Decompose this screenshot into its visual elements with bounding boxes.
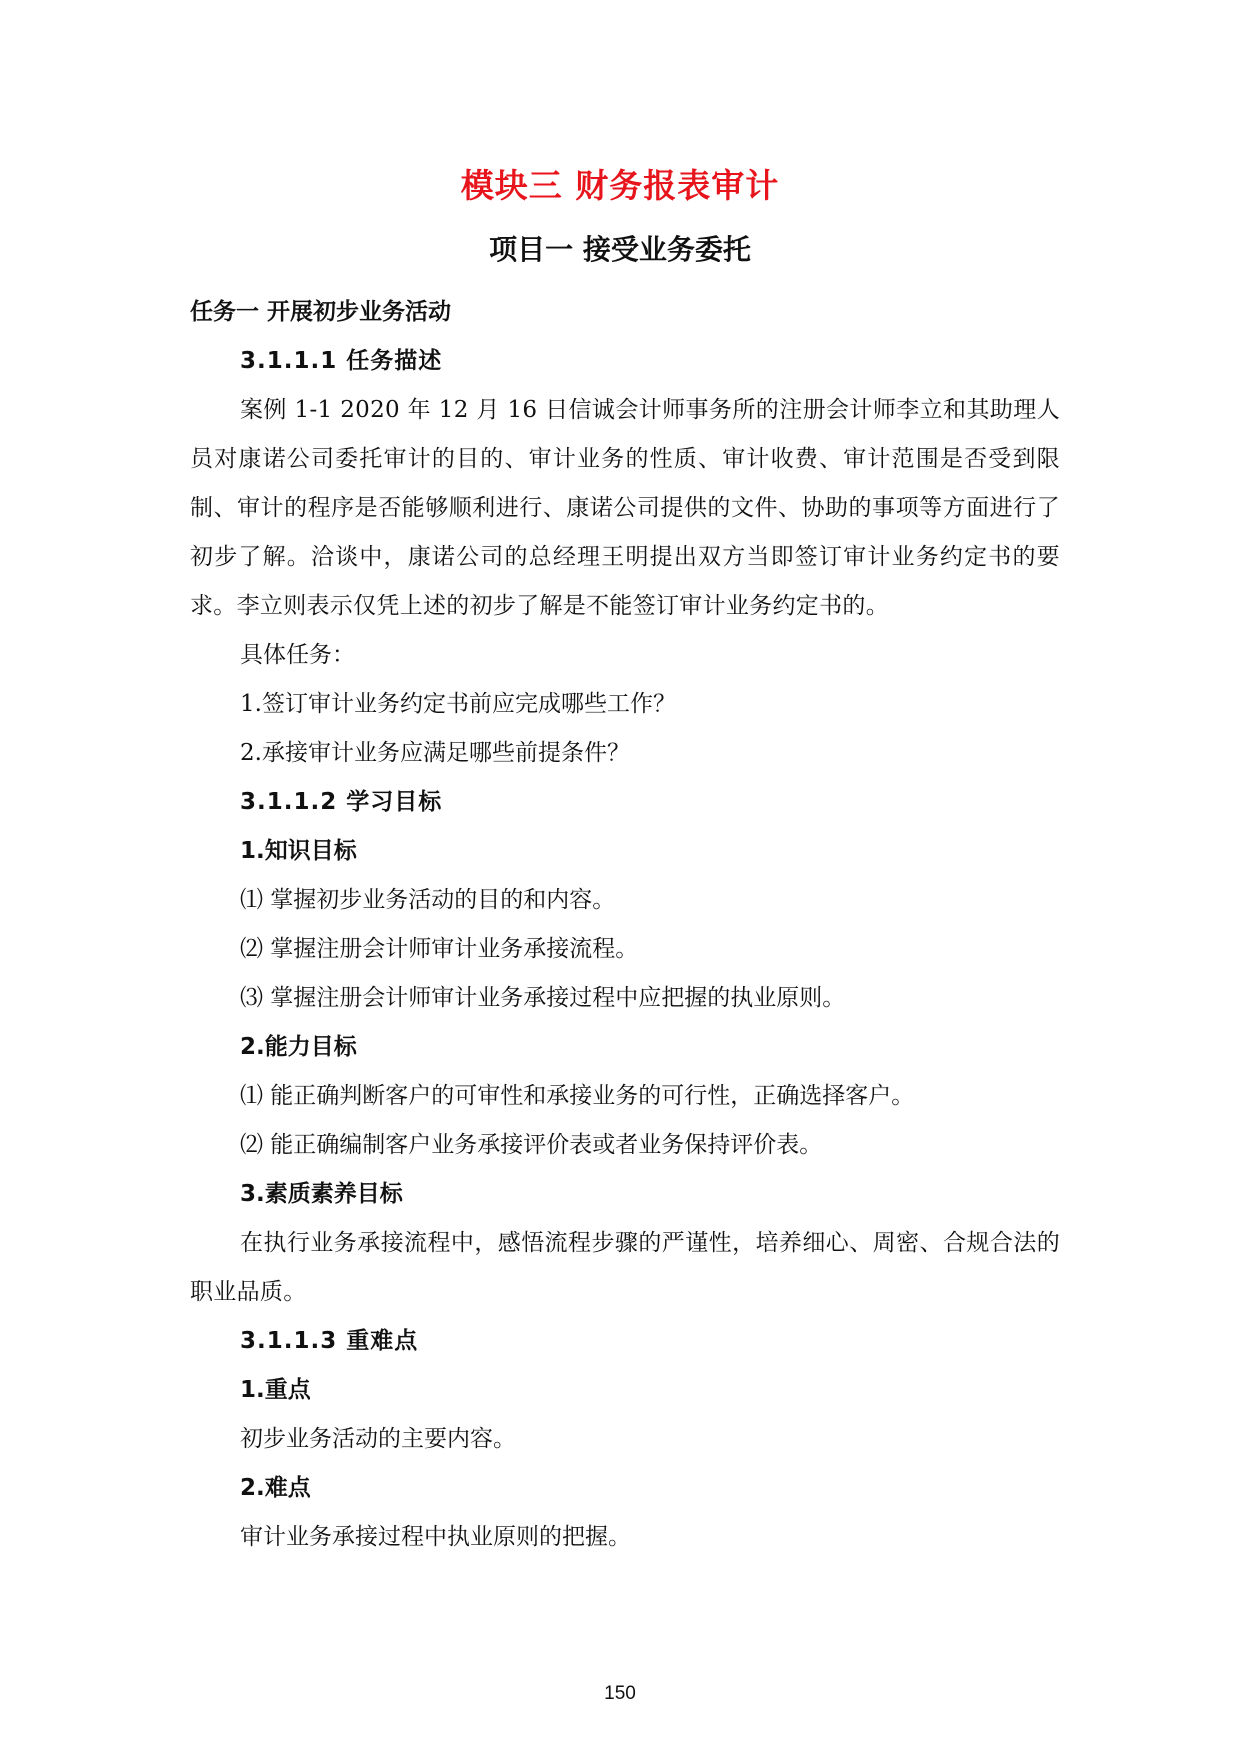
key-point-text: 初步业务活动的主要内容。	[240, 1426, 516, 1452]
task-item: 2.承接审计业务应满足哪些前提条件？	[240, 740, 630, 766]
knowledge-goals-heading: 1.知识目标	[240, 838, 357, 864]
task-title: 任务一 开展初步业务活动	[190, 299, 452, 325]
ability-goal-item: ⑵ 能正确编制客户业务承接评价表或者业务保持评价表。	[240, 1132, 823, 1158]
difficult-point-text: 审计业务承接过程中执业原则的把握。	[240, 1524, 631, 1550]
knowledge-goal-item: ⑴ 掌握初步业务活动的目的和内容。	[240, 887, 616, 913]
ability-goal-item: ⑴ 能正确判断客户的可审性和承接业务的可行性，正确选择客户。	[240, 1083, 915, 1109]
page-content	[190, 288, 1060, 1562]
difficult-point-heading: 2.难点	[240, 1475, 311, 1501]
key-point-heading: 1.重点	[240, 1377, 311, 1403]
quality-goals-text: 在执行业务承接流程中，感悟流程步骤的严谨性，培养细心、周密、合规合法的职业品质。	[190, 1230, 1060, 1305]
section-heading-key-difficult-points: 3.1.1.3 重难点	[240, 1328, 419, 1354]
project-title: 项目一 接受业务委托	[489, 233, 751, 266]
tasks-label: 具体任务：	[240, 642, 355, 668]
module-title: 模块三 财务报表审计	[460, 166, 780, 205]
task-item: 1.签订审计业务约定书前应完成哪些工作？	[240, 691, 676, 717]
knowledge-goal-item: ⑵ 掌握注册会计师审计业务承接流程。	[240, 936, 639, 962]
knowledge-goal-item: ⑶ 掌握注册会计师审计业务承接过程中应把握的执业原则。	[240, 985, 846, 1011]
quality-goals-heading: 3.素质素养目标	[240, 1181, 403, 1207]
page-number: 150	[604, 1683, 636, 1704]
ability-goals-heading: 2.能力目标	[240, 1034, 357, 1060]
section-heading-learning-goals: 3.1.1.2 学习目标	[240, 789, 443, 815]
section-heading-task-description: 3.1.1.1 任务描述	[240, 348, 443, 374]
case-paragraph: 案例 1-1 2020 年 12 月 16 日信诚会计师事务所的注册会计师李立和其助理人员对康诺公司委托审计的目的、审计业务的性质、审计收费、审计范围是否受到限制、审计的程序是否能够顺利进行、康诺公司提供的文件、协助的事项等方面进行了初步了解。洽谈中，康诺公司的总经理王明提出双方当即签订审计业务约定书的要求。李立则表示仅凭上述的初步了解是不能签订审计业务约定书的。	[190, 397, 1060, 619]
